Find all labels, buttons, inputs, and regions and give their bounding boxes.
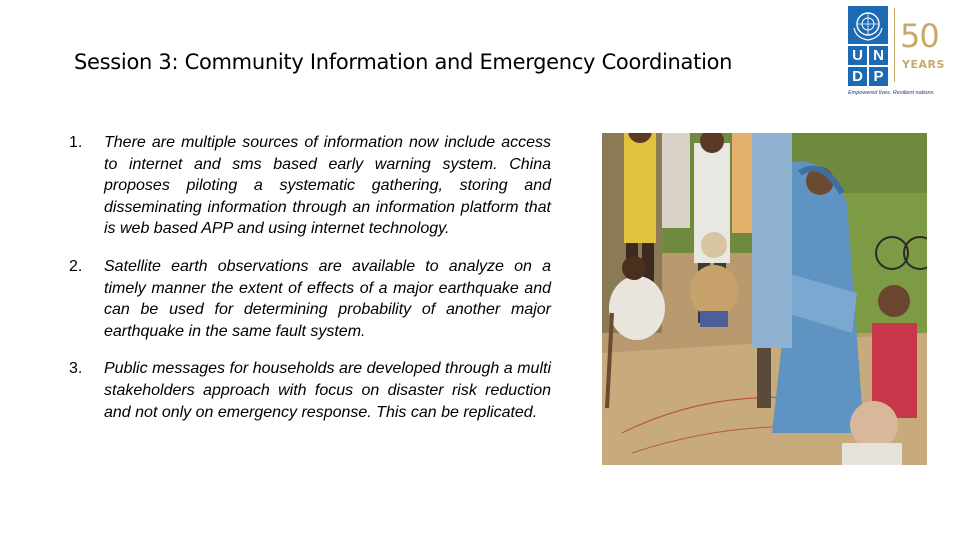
logo-tagline: Empowered lives. Resilient nations. xyxy=(848,90,935,96)
undp-mark xyxy=(848,6,888,86)
list-item xyxy=(69,358,551,423)
list-item xyxy=(69,132,551,240)
logo-letter: U xyxy=(848,46,867,65)
list-item-number: 3. xyxy=(69,360,83,378)
list-item-number: 1. xyxy=(69,134,83,151)
anniversary-label: YEARS xyxy=(902,58,945,71)
un-emblem-icon xyxy=(848,6,888,44)
list-item-number: 2. xyxy=(69,257,83,275)
list-item xyxy=(69,256,551,342)
numbered-list xyxy=(69,132,551,439)
logo-divider xyxy=(894,8,895,82)
list-item-text: There are multiple sources of information now include access to internet and sms based early warning system. China proposes piloting a systematic gathering, storing and disseminating information through an information platform that is web based APP and using internet technology. xyxy=(104,134,551,238)
anniversary-number: 50 xyxy=(900,17,939,55)
logo-letter: D xyxy=(848,67,867,86)
community-photo xyxy=(602,133,927,465)
slide-title: Session 3: Community Information and Emergency Coordination xyxy=(74,50,733,74)
undp-letters xyxy=(848,46,888,86)
logo-letter: N xyxy=(869,46,888,65)
list-item-text: Satellite earth observations are available to analyze on a timely manner the extent of effects of a major earthquake and can be used for determining probability of another major earthquake in the same fault system. xyxy=(104,257,551,340)
undp-logo xyxy=(848,6,956,98)
list-item-text: Public messages for households are developed through a multi stakeholders approach with focus on disaster risk reduction and not only on emergency response. This can be replicated. xyxy=(104,360,551,421)
logo-letter: P xyxy=(869,67,888,86)
